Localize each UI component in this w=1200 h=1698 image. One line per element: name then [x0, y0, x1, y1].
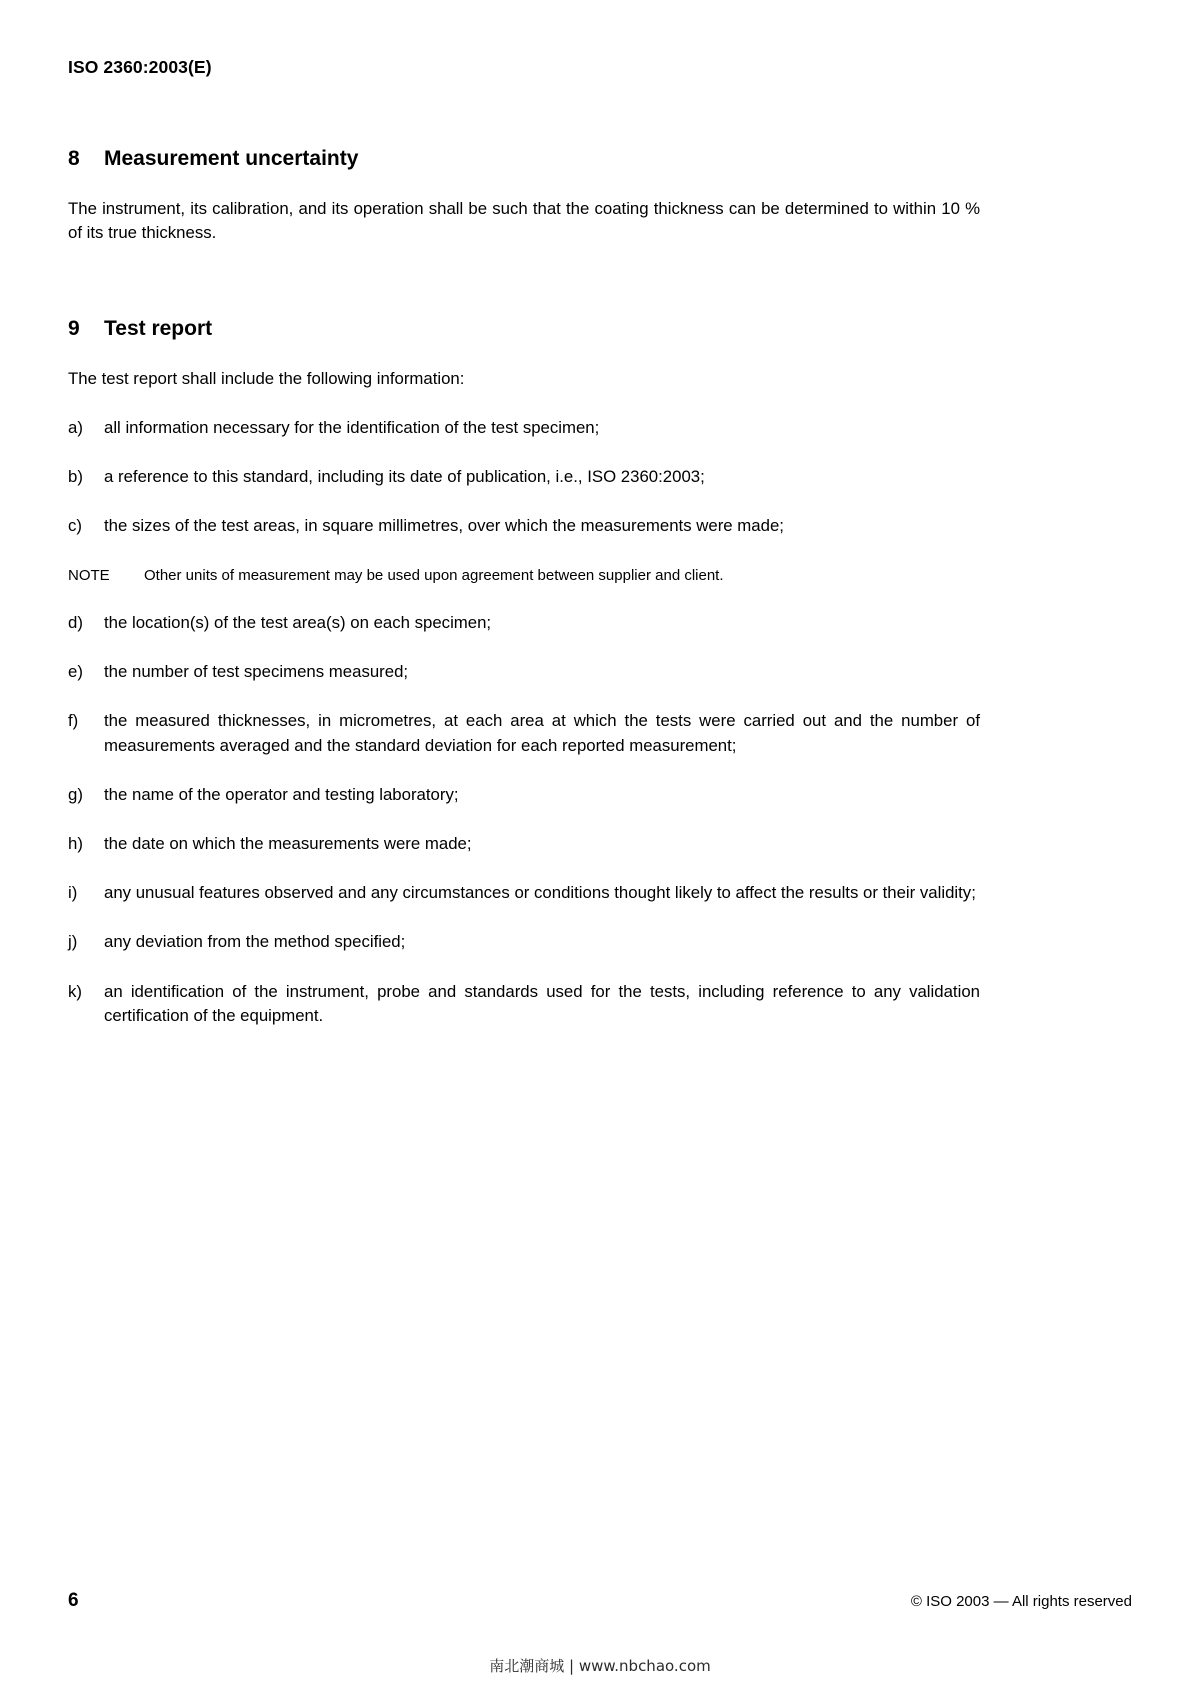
note-text: Other units of measurement may be used upon agreement between supplier and client.	[144, 566, 724, 584]
clause-8-paragraph: The instrument, its calibration, and its operation shall be such that the coating thickness can be determined to within 10 % of its true thickness.	[68, 199, 980, 243]
list-item-label: f)	[68, 711, 79, 731]
clause-number: 8	[68, 147, 80, 170]
note-block	[68, 565, 980, 587]
clause-9-intro: The test report shall include the following information:	[68, 368, 465, 388]
list-item-text: an identification of the instrument, probe and standards used for the tests, including reference to any validation certification of the equipment.	[104, 981, 980, 1025]
list-item-text: the measured thicknesses, in micrometres, at each area at which the tests were carried out and the number of measurements averaged and the standard deviation for each reported measurement;	[104, 711, 980, 755]
page-content	[68, 0, 980, 1028]
clause-title: Test report	[104, 316, 213, 340]
list-item	[68, 660, 980, 684]
list-item-label: e)	[68, 662, 83, 682]
list-item-text: the date on which the measurements were made;	[104, 834, 472, 854]
list-item-label: a)	[68, 417, 83, 437]
list-item	[68, 709, 980, 757]
copyright-notice: © ISO 2003 — All rights reserved	[910, 1593, 1132, 1610]
list-item-text: any unusual features observed and any circumstances or conditions thought likely to affect the results or their validity;	[104, 883, 976, 903]
list-item-label: d)	[68, 613, 83, 633]
list-item-text: the location(s) of the test area(s) on each specimen;	[104, 613, 492, 633]
list-item	[68, 465, 980, 489]
list-item	[68, 514, 980, 538]
clause-heading-8	[68, 146, 980, 171]
clause-number: 9	[68, 316, 80, 340]
list-item-text: a reference to this standard, including its date of publication, i.e., ISO 2360:2003;	[104, 467, 705, 487]
list-item	[68, 881, 980, 905]
clause-heading-9	[68, 316, 980, 341]
list-item-label: k)	[68, 981, 82, 1001]
page-footer	[68, 1590, 1132, 1612]
list-item-label: h)	[68, 834, 83, 854]
list-item-label: c)	[68, 516, 82, 536]
list-item	[68, 416, 980, 440]
clause-title: Measurement uncertainty	[104, 147, 359, 170]
list-item-label: j)	[68, 932, 78, 952]
list-item-label: b)	[68, 467, 83, 487]
list-item-label: i)	[68, 883, 78, 903]
list-item	[68, 611, 980, 635]
list-item	[68, 930, 980, 954]
list-item-label: g)	[68, 784, 83, 804]
page-number: 6	[68, 1590, 79, 1611]
list-item-text: the sizes of the test areas, in square millimetres, over which the measurements were made;	[104, 516, 784, 536]
list-item-text: the name of the operator and testing laboratory;	[104, 784, 459, 804]
list-item	[68, 980, 980, 1028]
watermark: 南北潮商城 | www.nbchao.com	[489, 1657, 711, 1675]
running-header: ISO 2360:2003(E)	[68, 57, 212, 77]
note-label: NOTE	[68, 566, 110, 584]
list-item-text: the number of test specimens measured;	[104, 662, 409, 682]
list-item	[68, 783, 980, 807]
list-item-text: any deviation from the method specified;	[104, 932, 406, 952]
list-item	[68, 832, 980, 856]
list-item-text: all information necessary for the identification of the test specimen;	[104, 417, 600, 437]
